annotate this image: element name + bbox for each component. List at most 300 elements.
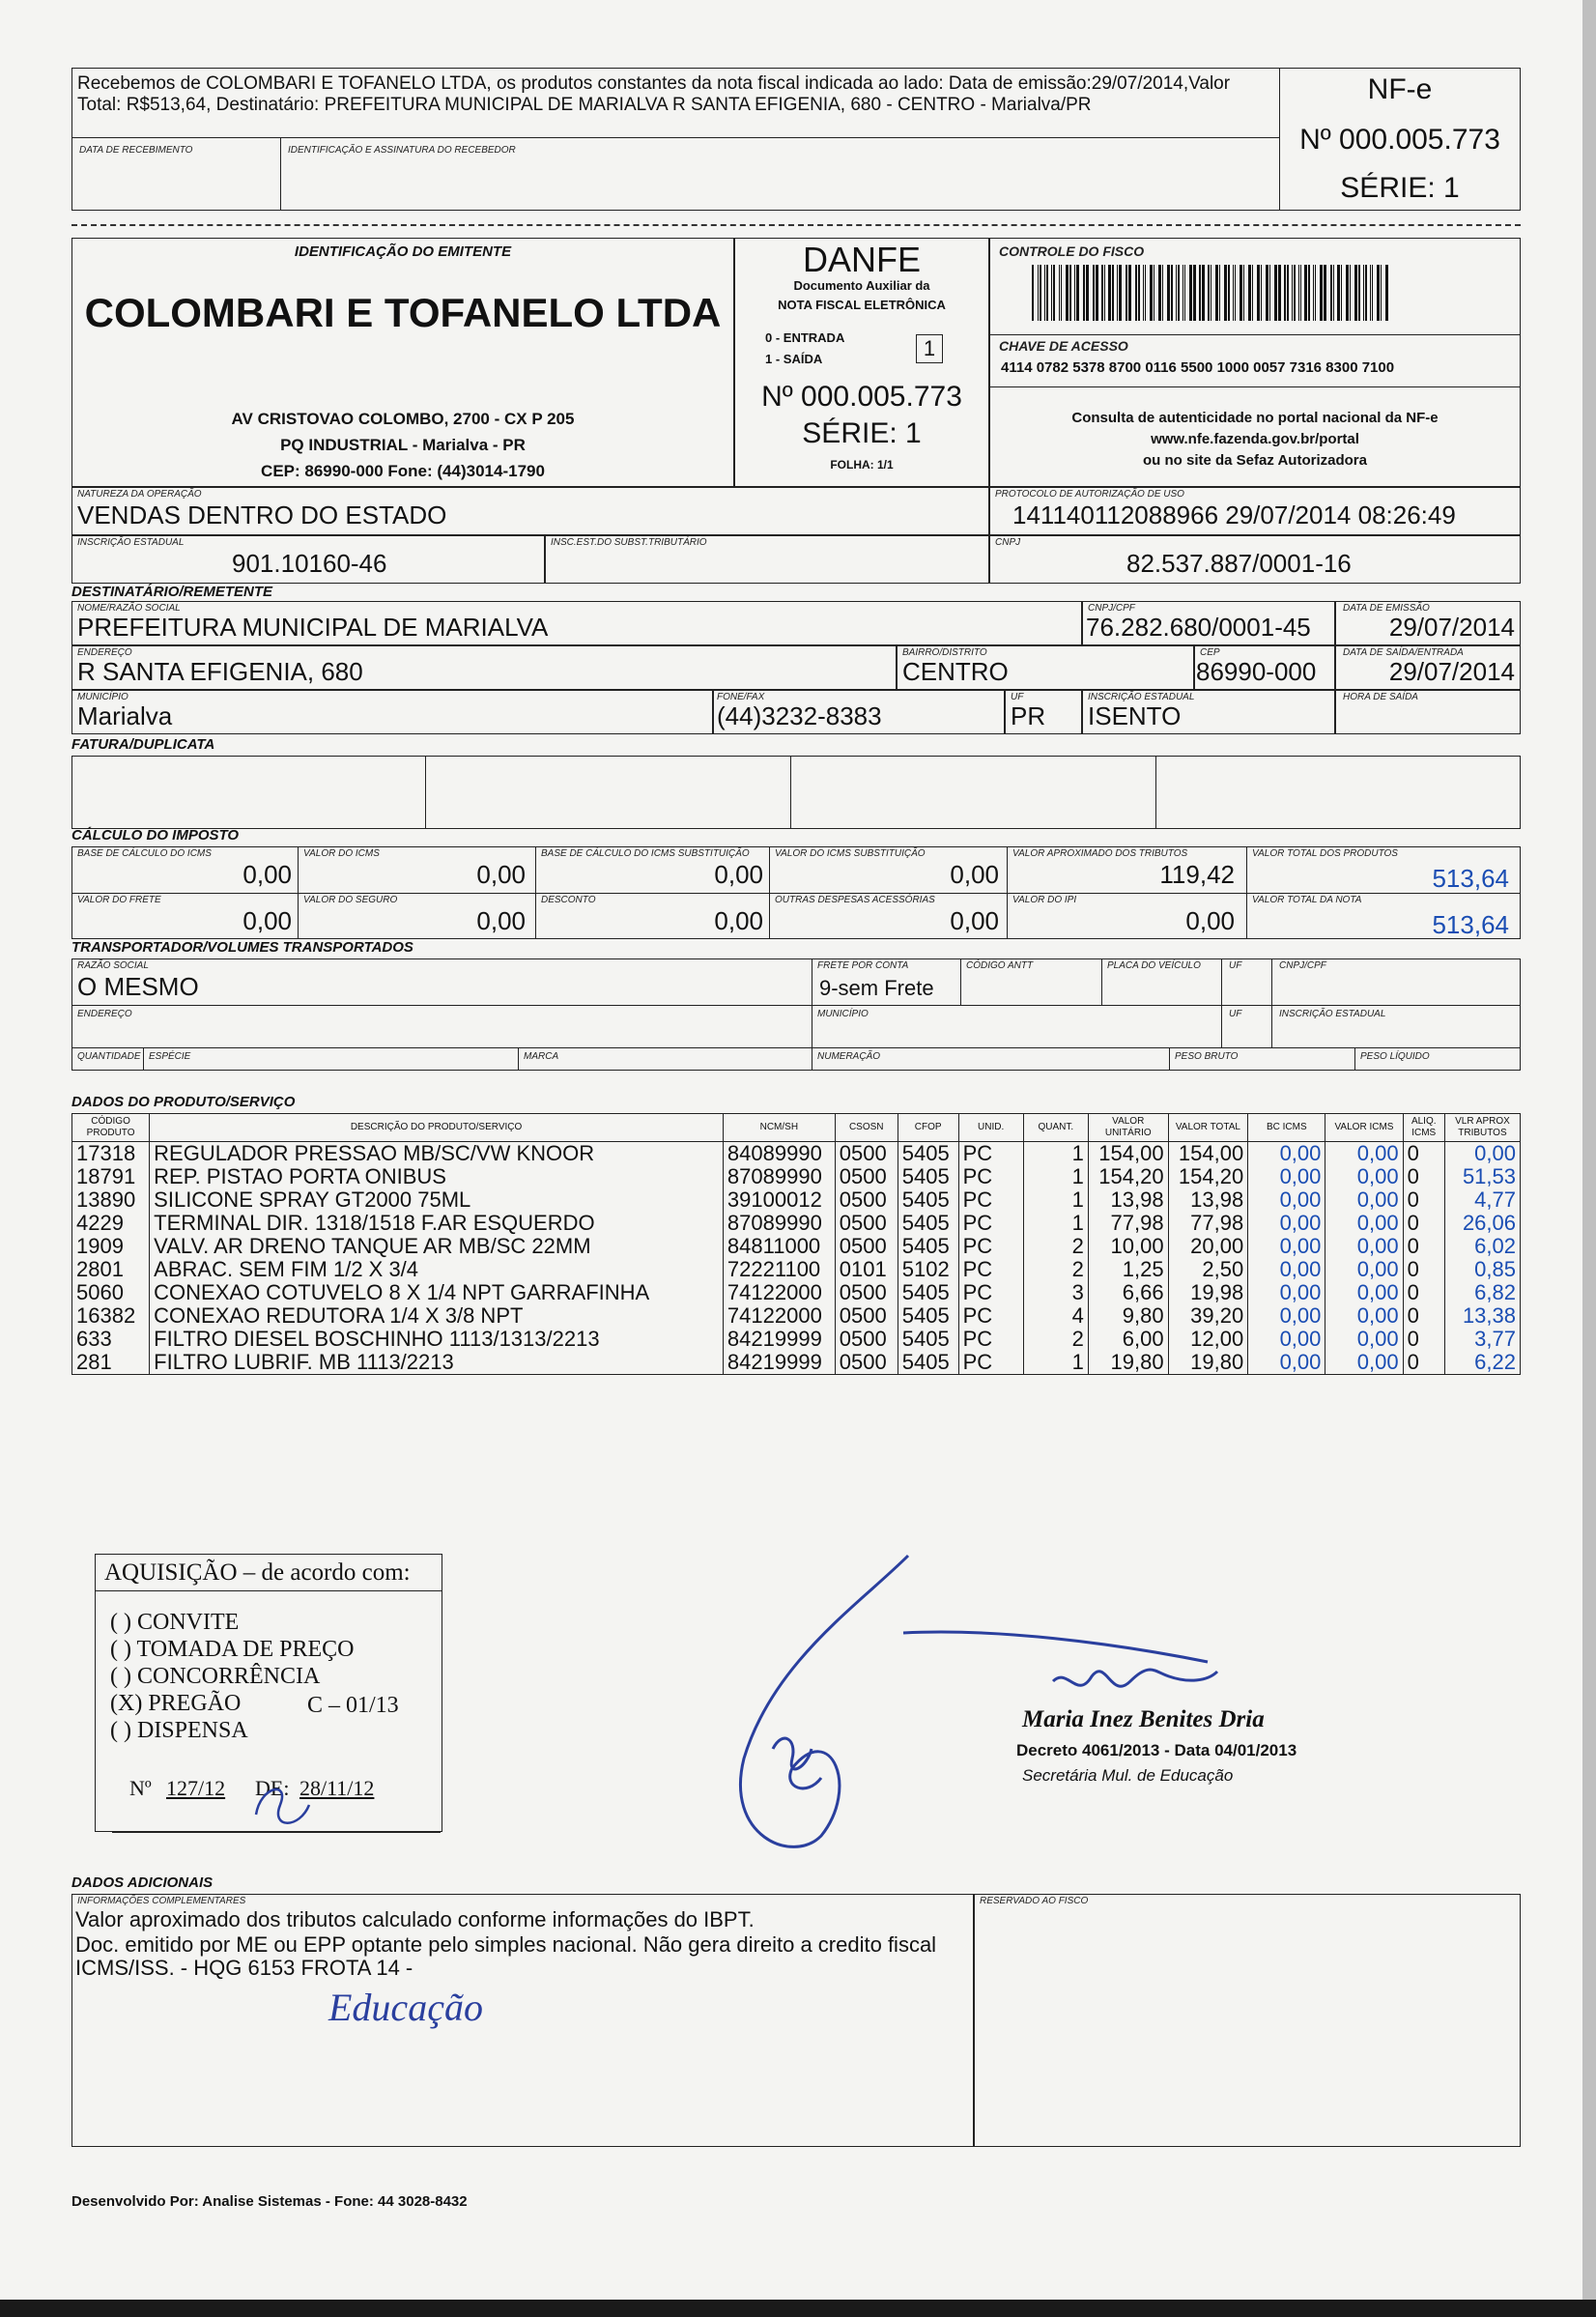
carrier-address-label: ENDEREÇO xyxy=(77,1009,132,1019)
cell-unit-value: 6,00 xyxy=(1088,1328,1168,1351)
barcode-bar xyxy=(1202,265,1205,321)
cell-csosn: 0500 xyxy=(835,1165,898,1188)
receipt-nfe: NF-e xyxy=(1367,73,1433,105)
barcode-bar xyxy=(1243,265,1244,321)
fisco-divider2 xyxy=(989,386,1521,387)
barcode-bar xyxy=(1261,265,1262,321)
danfe-title: DANFE xyxy=(802,240,921,279)
nature-value: VENDAS DENTRO DO ESTADO xyxy=(77,501,447,529)
barcode-bar xyxy=(1308,265,1310,321)
tax-icms-value: 0,00 xyxy=(476,860,526,889)
stamp-title-divider xyxy=(95,1590,442,1591)
tax-base-icms-value: 0,00 xyxy=(242,860,292,889)
additional-section-label: DADOS ADICIONAIS xyxy=(71,1874,214,1891)
cell-unit: PC xyxy=(958,1188,1023,1212)
transport-row1 xyxy=(71,1005,1521,1006)
gross-weight-label: PESO BRUTO xyxy=(1175,1051,1239,1062)
cnpj-value: 82.537.887/0001-16 xyxy=(1126,549,1352,578)
transport-c4 xyxy=(1221,958,1222,1047)
transport-c5 xyxy=(1271,958,1272,1047)
tax-ipi-label: VALOR DO IPI xyxy=(1012,895,1077,905)
barcode-bar xyxy=(1138,265,1140,321)
tax-discount-value: 0,00 xyxy=(714,906,763,935)
barcode-bar xyxy=(1233,265,1234,321)
barcode-bar xyxy=(1076,265,1079,321)
cell-icms-rate: 0 xyxy=(1403,1258,1444,1281)
official-role: Secretária Mul. de Educação xyxy=(1022,1766,1234,1785)
barcode-bar xyxy=(1337,265,1340,321)
exit-value: 29/07/2014 xyxy=(1388,657,1515,686)
address-label: ENDEREÇO xyxy=(77,647,132,658)
cell-icms-value: 0,00 xyxy=(1325,1281,1403,1304)
cell-qty: 1 xyxy=(1023,1212,1088,1235)
cell-ncm: 84089990 xyxy=(723,1142,835,1166)
barcode-bar xyxy=(1320,265,1323,321)
developer-footer: Desenvolvido Por: Analise Sistemas - Fone: 44 3028-8432 xyxy=(71,2193,468,2210)
cell-description: CONEXAO REDUTORA 1/4 X 3/8 NPT xyxy=(150,1304,724,1328)
table-row xyxy=(72,1212,1521,1235)
emission-label: DATA DE EMISSÃO xyxy=(1343,603,1430,614)
cell-icms-value: 0,00 xyxy=(1325,1212,1403,1235)
barcode-bar xyxy=(1086,265,1089,321)
barcode-bar xyxy=(1032,265,1034,321)
district-value: CENTRO xyxy=(902,657,1009,686)
barcode-bar xyxy=(1257,265,1260,321)
col-header-unit: UNID. xyxy=(958,1114,1023,1142)
barcode-bar xyxy=(1126,265,1127,321)
barcode-bar xyxy=(1235,265,1236,321)
phone-value: (44)3232-8383 xyxy=(717,701,882,730)
barcode-bar xyxy=(1171,265,1173,321)
recipient-name-value: PREFEITURA MUNICIPAL DE MARIALVA xyxy=(77,613,549,642)
barcode-bar xyxy=(1248,265,1251,321)
recipient-cnpj-value: 76.282.680/0001-45 xyxy=(1086,613,1311,642)
net-weight-label: PESO LÍQUIDO xyxy=(1360,1051,1430,1062)
receipt-date-label: DATA DE RECEBIMENTO xyxy=(79,145,193,156)
receipt-text-line2: Total: R$513,64, Destinatário: PREFEITURA MUNICIPAL DE MARIALVA R SANTA EFIGENIA, 680 - CENTRO - Marialva/PR xyxy=(77,95,1092,115)
emitter-district: PQ INDUSTRIAL - Marialva - PR xyxy=(280,436,526,454)
emitter-name: COLOMBARI E TOFANELO LTDA xyxy=(84,290,722,335)
barcode-bar xyxy=(1108,265,1111,321)
transport-c8 xyxy=(1169,1047,1170,1071)
stamp-date-prefix: DE: xyxy=(255,1776,290,1800)
barcode-bar xyxy=(1294,265,1296,321)
cell-approx-taxes: 6,22 xyxy=(1444,1351,1520,1375)
uf-value: PR xyxy=(1011,701,1046,730)
barcode-bar xyxy=(1162,265,1163,321)
tax-other-label: OUTRAS DESPESAS ACESSÓRIAS xyxy=(775,895,935,905)
receipt-number: Nº 000.005.773 xyxy=(1299,124,1500,156)
barcode-bar xyxy=(1051,265,1052,321)
cell-icms-rate: 0 xyxy=(1403,1281,1444,1304)
cell-icms-rate: 0 xyxy=(1403,1142,1444,1166)
phone-label: FONE/FAX xyxy=(717,692,765,702)
ie-value: 901.10160-46 xyxy=(232,549,387,578)
cell-code: 5060 xyxy=(72,1281,150,1304)
cell-unit: PC xyxy=(958,1258,1023,1281)
barcode-bar xyxy=(1228,265,1230,321)
barcode-bar xyxy=(1145,265,1146,321)
barcode-bar xyxy=(1066,265,1069,321)
cell-csosn: 0500 xyxy=(835,1351,898,1375)
cell-approx-taxes: 13,38 xyxy=(1444,1304,1520,1328)
barcode-bar xyxy=(1119,265,1122,321)
cell-icms-value: 0,00 xyxy=(1325,1165,1403,1188)
qty-label: QUANTIDADE xyxy=(77,1051,141,1062)
barcode-bar xyxy=(1083,265,1085,321)
barcode-bar xyxy=(1274,265,1277,321)
reserved-label: RESERVADO AO FISCO xyxy=(980,1896,1089,1906)
barcode-bar xyxy=(1128,265,1131,321)
cell-bc-icms: 0,00 xyxy=(1248,1258,1325,1281)
cell-code: 633 xyxy=(72,1328,150,1351)
freight-label: FRETE POR CONTA xyxy=(817,960,909,971)
cell-description: TERMINAL DIR. 1318/1518 F.AR ESQUERDO xyxy=(150,1212,724,1235)
cell-unit: PC xyxy=(958,1142,1023,1166)
tax-other-value: 0,00 xyxy=(950,906,999,935)
numbering-label: NUMERAÇÃO xyxy=(817,1051,881,1062)
barcode-bar xyxy=(1372,265,1373,321)
stamp-number-prefix: Nº xyxy=(129,1776,152,1800)
cell-csosn: 0500 xyxy=(835,1281,898,1304)
cell-bc-icms: 0,00 xyxy=(1248,1351,1325,1375)
plate-label: PLACA DO VEÍCULO xyxy=(1107,960,1201,971)
tax-icms-subst-label: VALOR DO ICMS SUBSTITUIÇÃO xyxy=(775,848,926,859)
barcode-bar xyxy=(1044,265,1045,321)
danfe-sub1: Documento Auxiliar da xyxy=(793,278,930,293)
recipient-ie-label: INSCRIÇÃO ESTADUAL xyxy=(1088,692,1195,702)
barcode-bar xyxy=(1096,265,1098,321)
fisco-control-label: CONTROLE DO FISCO xyxy=(999,243,1145,259)
emitter-address: AV CRISTOVAO COLOMBO, 2700 - CX P 205 xyxy=(231,410,575,428)
access-key-value: 4114 0782 5378 8700 0116 5500 1000 0057 7316 8300 7100 xyxy=(1001,359,1395,376)
barcode-bar xyxy=(1252,265,1253,321)
cell-description: FILTRO DIESEL BOSCHINHO 1113/1313/2213 xyxy=(150,1328,724,1351)
cell-cfop: 5405 xyxy=(898,1281,958,1304)
antt-label: CÓDIGO ANTT xyxy=(966,960,1034,971)
carrier-city-label: MUNICÍPIO xyxy=(817,1009,869,1019)
cell-unit-value: 77,98 xyxy=(1088,1212,1168,1235)
stamp-item-pregao: (X) PREGÃO xyxy=(110,1691,242,1716)
tax-total-note-value: 513,64 xyxy=(1432,910,1509,939)
barcode-bar xyxy=(1046,265,1048,321)
barcode-bar xyxy=(1350,265,1351,321)
products-section-label: DADOS DO PRODUTO/SERVIÇO xyxy=(71,1094,296,1110)
barcode-bar xyxy=(1117,265,1118,321)
stamp-item-concorrencia: ( ) CONCORRÊNCIA xyxy=(110,1664,321,1689)
cell-cfop: 5405 xyxy=(898,1304,958,1328)
cell-unit: PC xyxy=(958,1281,1023,1304)
danfe-number: Nº 000.005.773 xyxy=(761,381,962,413)
danfe-type-box: 1 xyxy=(916,334,943,363)
cnpj-label: CNPJ xyxy=(995,537,1021,548)
cell-ncm: 84219999 xyxy=(723,1351,835,1375)
col-header-bc-icms: BC ICMS xyxy=(1248,1114,1325,1142)
cell-bc-icms: 0,00 xyxy=(1248,1281,1325,1304)
cell-approx-taxes: 0,00 xyxy=(1444,1142,1520,1166)
tax-base-icms-label: BASE DE CÁLCULO DO ICMS xyxy=(77,848,212,859)
cell-cfop: 5405 xyxy=(898,1165,958,1188)
cell-icms-rate: 0 xyxy=(1403,1351,1444,1375)
cell-approx-taxes: 0,85 xyxy=(1444,1258,1520,1281)
tax-section-label: CÁLCULO DO IMPOSTO xyxy=(71,827,240,844)
cell-icms-value: 0,00 xyxy=(1325,1188,1403,1212)
cell-code: 17318 xyxy=(72,1142,150,1166)
cell-icms-value: 0,00 xyxy=(1325,1304,1403,1328)
fatura-box xyxy=(71,756,1521,829)
cell-code: 16382 xyxy=(72,1304,150,1328)
cell-bc-icms: 0,00 xyxy=(1248,1165,1325,1188)
cell-qty: 2 xyxy=(1023,1235,1088,1258)
cell-code: 281 xyxy=(72,1351,150,1375)
tax-icms-subst-value: 0,00 xyxy=(950,860,999,889)
cell-total-value: 39,20 xyxy=(1168,1304,1248,1328)
handwritten-educacao: Educação xyxy=(328,1986,483,2029)
barcode-bar xyxy=(1315,265,1316,321)
cell-qty: 1 xyxy=(1023,1188,1088,1212)
barcode-bar xyxy=(1324,265,1326,321)
cell-description: REP. PISTAO PORTA ONIBUS xyxy=(150,1165,724,1188)
cell-cfop: 5405 xyxy=(898,1212,958,1235)
table-row xyxy=(72,1142,1521,1166)
products-table xyxy=(71,1113,1521,1375)
col-header-icms-rate: ALIQ. ICMS xyxy=(1403,1114,1444,1142)
uf-label: UF xyxy=(1011,692,1024,702)
species-label: ESPÉCIE xyxy=(149,1051,191,1062)
cell-code: 2801 xyxy=(72,1258,150,1281)
cell-cfop: 5405 xyxy=(898,1142,958,1166)
tax-total-note-label: VALOR TOTAL DA NOTA xyxy=(1252,895,1362,905)
table-row xyxy=(72,1188,1521,1212)
ie-subst-label: INSC.EST.DO SUBST.TRIBUTÁRIO xyxy=(551,537,707,548)
tax-approx-label: VALOR APROXIMADO DOS TRIBUTOS xyxy=(1012,848,1188,859)
tax-ipi-value: 0,00 xyxy=(1185,906,1235,935)
cell-icms-value: 0,00 xyxy=(1325,1328,1403,1351)
cell-icms-rate: 0 xyxy=(1403,1328,1444,1351)
col-header-ncm: NCM/SH xyxy=(723,1114,835,1142)
cell-total-value: 77,98 xyxy=(1168,1212,1248,1235)
fatura-section-label: FATURA/DUPLICATA xyxy=(71,736,215,753)
recipient-name-label: NOME/RAZÃO SOCIAL xyxy=(77,603,181,614)
tax-total-products-label: VALOR TOTAL DOS PRODUTOS xyxy=(1252,848,1398,859)
barcode-bar xyxy=(1184,265,1185,321)
col-header-approx-taxes: VLR APROX TRIBUTOS xyxy=(1444,1114,1520,1142)
barcode-bar xyxy=(1093,265,1095,321)
cell-code: 4229 xyxy=(72,1212,150,1235)
cell-icms-rate: 0 xyxy=(1403,1304,1444,1328)
carrier-name-label: RAZÃO SOCIAL xyxy=(77,960,149,971)
reserved-box xyxy=(974,1894,1521,2147)
recipient-section-label: DESTINATÁRIO/REMETENTE xyxy=(71,584,273,600)
cell-qty: 3 xyxy=(1023,1281,1088,1304)
stamp-date-value: 28/11/12 xyxy=(299,1776,375,1800)
cut-line xyxy=(71,224,1521,226)
table-row xyxy=(72,1304,1521,1328)
consult-line1: Consulta de autenticidade no portal nacional da NF-e xyxy=(1071,410,1439,426)
barcode-bar xyxy=(1370,265,1371,321)
barcode-bar xyxy=(1143,265,1144,321)
cell-icms-value: 0,00 xyxy=(1325,1235,1403,1258)
danfe-saida: 1 - SAÍDA xyxy=(765,352,823,366)
barcode-bar xyxy=(1278,265,1281,321)
cell-total-value: 13,98 xyxy=(1168,1188,1248,1212)
cell-bc-icms: 0,00 xyxy=(1248,1235,1325,1258)
protocol-label: PROTOCOLO DE AUTORIZAÇÃO DE USO xyxy=(995,489,1184,500)
consult-line3: ou no site da Sefaz Autorizadora xyxy=(1143,452,1367,469)
fisco-divider1 xyxy=(989,334,1521,335)
cell-qty: 4 xyxy=(1023,1304,1088,1328)
transport-c6 xyxy=(143,1047,144,1071)
receipt-serie: SÉRIE: 1 xyxy=(1340,172,1460,204)
col-header-csosn: CSOSN xyxy=(835,1114,898,1142)
cell-unit: PC xyxy=(958,1235,1023,1258)
cell-csosn: 0500 xyxy=(835,1142,898,1166)
cell-csosn: 0500 xyxy=(835,1188,898,1212)
cell-ncm: 84811000 xyxy=(723,1235,835,1258)
receipt-text-line1: Recebemos de COLOMBARI E TOFANELO LTDA, os produtos constantes da nota fiscal indicada ao lado: Data de emissão:29/07/2014,Valor xyxy=(77,73,1231,94)
barcode-bar xyxy=(1381,265,1382,321)
tax-icms-label: VALOR DO ICMS xyxy=(303,848,380,859)
stamp-item-dispensa: ( ) DISPENSA xyxy=(110,1718,248,1743)
district-label: BAIRRO/DISTRITO xyxy=(902,647,987,658)
barcode-bar xyxy=(1178,265,1180,321)
barcode-bar xyxy=(1300,265,1301,321)
cell-qty: 2 xyxy=(1023,1258,1088,1281)
barcode-bar xyxy=(1363,265,1364,321)
barcode-bar xyxy=(1059,265,1060,321)
cell-unit-value: 6,66 xyxy=(1088,1281,1168,1304)
consult-line2: www.nfe.fazenda.gov.br/portal xyxy=(1151,431,1359,447)
barcode-bar xyxy=(1101,265,1103,321)
cell-ncm: 74122000 xyxy=(723,1281,835,1304)
cell-qty: 2 xyxy=(1023,1328,1088,1351)
barcode-bar xyxy=(1189,265,1192,321)
barcode-bar xyxy=(1069,265,1071,321)
carrier-uf-label: UF xyxy=(1229,960,1242,971)
barcode-bar xyxy=(1040,265,1041,321)
scan-edge-right xyxy=(1582,0,1596,2317)
cell-unit-value: 10,00 xyxy=(1088,1235,1168,1258)
barcode-bar xyxy=(1298,265,1299,321)
cell-unit-value: 154,00 xyxy=(1088,1142,1168,1166)
fatura-div3 xyxy=(1155,756,1156,829)
cell-approx-taxes: 51,53 xyxy=(1444,1165,1520,1188)
tax-discount-label: DESCONTO xyxy=(541,895,596,905)
cell-qty: 1 xyxy=(1023,1165,1088,1188)
cell-description: ABRAC. SEM FIM 1/2 X 3/4 xyxy=(150,1258,724,1281)
additional-info-label: INFORMAÇÕES COMPLEMENTARES xyxy=(77,1896,246,1906)
carrier-cnpj-label: CNPJ/CPF xyxy=(1279,960,1326,971)
barcode-bar xyxy=(1224,265,1227,321)
cell-unit-value: 1,25 xyxy=(1088,1258,1168,1281)
cell-unit: PC xyxy=(958,1304,1023,1328)
table-row xyxy=(72,1165,1521,1188)
tax-base-subst-value: 0,00 xyxy=(714,860,763,889)
barcode-bar xyxy=(1330,265,1332,321)
barcode-bar xyxy=(1304,265,1307,321)
cell-unit-value: 19,80 xyxy=(1088,1351,1168,1375)
barcode-bar xyxy=(1199,265,1201,321)
col-header-cfop: CFOP xyxy=(898,1114,958,1142)
fatura-div2 xyxy=(790,756,791,829)
cell-total-value: 19,80 xyxy=(1168,1351,1248,1375)
cell-unit: PC xyxy=(958,1165,1023,1188)
barcode-bar xyxy=(1313,265,1314,321)
barcode-bar xyxy=(1365,265,1367,321)
brand-label: MARCA xyxy=(524,1051,559,1062)
carrier-uf2-label: UF xyxy=(1229,1009,1242,1019)
barcode-bar xyxy=(1215,265,1218,321)
cell-cfop: 5405 xyxy=(898,1235,958,1258)
additional-line1: Valor aproximado dos tributos calculado conforme informações do IBPT. xyxy=(75,1907,755,1931)
cell-ncm: 84219999 xyxy=(723,1328,835,1351)
barcode-bar xyxy=(1354,265,1357,321)
barcode-bar xyxy=(1292,265,1293,321)
cell-description: SILICONE SPRAY GT2000 75ML xyxy=(150,1188,724,1212)
barcode-bar xyxy=(1346,265,1349,321)
barcode-bar xyxy=(1053,265,1055,321)
receipt-divider-v2 xyxy=(280,137,281,211)
cell-description: CONEXAO COTUVELO 8 X 1/4 NPT GARRAFINHA xyxy=(150,1281,724,1304)
cell-ncm: 39100012 xyxy=(723,1188,835,1212)
cell-unit-value: 13,98 xyxy=(1088,1188,1168,1212)
tax-freight-value: 0,00 xyxy=(242,906,292,935)
handwritten-signature-right xyxy=(898,1623,1304,1720)
table-row xyxy=(72,1328,1521,1351)
tax-base-subst-label: BASE DE CÁLCULO DO ICMS SUBSTITUIÇÃO xyxy=(541,848,750,859)
cell-code: 13890 xyxy=(72,1188,150,1212)
cell-cfop: 5405 xyxy=(898,1188,958,1212)
official-decree: Decreto 4061/2013 - Data 04/01/2013 xyxy=(1016,1741,1297,1759)
cell-cfop: 5102 xyxy=(898,1258,958,1281)
cell-unit: PC xyxy=(958,1328,1023,1351)
carrier-name-value: O MESMO xyxy=(77,972,199,1001)
transport-c2 xyxy=(960,958,961,1005)
tax-total-products-value: 513,64 xyxy=(1432,864,1509,893)
cell-approx-taxes: 26,06 xyxy=(1444,1212,1520,1235)
barcode-bar xyxy=(1193,265,1196,321)
official-name: Maria Inez Benites Dria xyxy=(1022,1706,1265,1732)
ie-label: INSCRIÇÃO ESTADUAL xyxy=(77,537,185,548)
cell-bc-icms: 0,00 xyxy=(1248,1304,1325,1328)
access-key-label: CHAVE DE ACESSO xyxy=(999,338,1128,354)
barcode-bar xyxy=(1385,265,1388,321)
tax-approx-value: 119,42 xyxy=(1159,860,1235,889)
cell-description: REGULADOR PRESSAO MB/SC/VW KNOOR xyxy=(150,1142,724,1166)
col-header-unit-value: VALOR UNITÁRIO xyxy=(1088,1114,1168,1142)
scan-edge-bottom xyxy=(0,2300,1596,2317)
cell-qty: 1 xyxy=(1023,1142,1088,1166)
barcode-bar xyxy=(1150,265,1153,321)
cell-bc-icms: 0,00 xyxy=(1248,1328,1325,1351)
cell-description: VALV. AR DRENO TANQUE AR MB/SC 22MM xyxy=(150,1235,724,1258)
cell-total-value: 2,50 xyxy=(1168,1258,1248,1281)
protocol-value: 141140112088966 29/07/2014 08:26:49 xyxy=(1012,501,1456,529)
additional-line3: ICMS/ISS. - HQG 6153 FROTA 14 - xyxy=(75,1956,413,1980)
barcode-bar xyxy=(1104,265,1105,321)
cell-bc-icms: 0,00 xyxy=(1248,1142,1325,1166)
barcode-bar xyxy=(1333,265,1334,321)
transport-c3 xyxy=(1101,958,1102,1005)
cell-bc-icms: 0,00 xyxy=(1248,1212,1325,1235)
cell-total-value: 19,98 xyxy=(1168,1281,1248,1304)
barcode-bar xyxy=(1287,265,1289,321)
tax-insurance-value: 0,00 xyxy=(476,906,526,935)
stamp-signature-mark xyxy=(242,1776,328,1834)
barcode-bar xyxy=(1377,265,1380,321)
emission-value: 29/07/2014 xyxy=(1388,613,1515,642)
cell-qty: 1 xyxy=(1023,1351,1088,1375)
